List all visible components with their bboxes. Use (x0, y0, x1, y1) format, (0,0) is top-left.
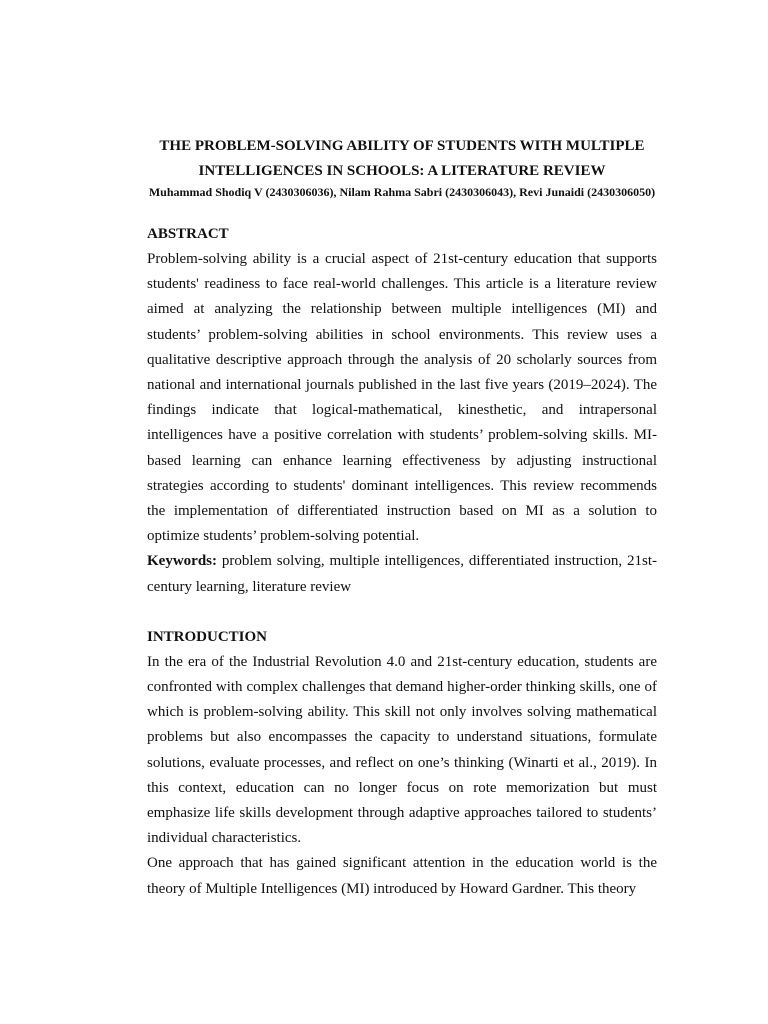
keywords-paragraph (147, 549, 657, 599)
keywords-label: Keywords: (147, 553, 217, 570)
paper-title (147, 134, 657, 184)
introduction-paragraph-2: One approach that has gained significant attention in the education world is the theory of Multiple Intelligences (MI) introduced by Howard Gardner. This theory (147, 855, 657, 897)
abstract-text: Problem-solving ability is a crucial aspect of 21st-century education that supports students' readiness to face real-world challenges. This article is a literature review aimed at analyzing the relationship between multiple intelligences (MI) and students’ problem-solving abilities in school environments. This review uses a qualitative descriptive approach through the analysis of 20 scholarly sources from national and international journals published in the last five years (2019–2024). The findings indicate that logical-mathematical, kinesthetic, and intrapersonal intelligences have a positive correlation with students’ problem-solving skills. MI-based learning can enhance learning effectiveness by adjusting instructional strategies according to students' dominant intelligences. This review recommends the implementation of differentiated instruction based on MI as a solution to optimize students’ problem-solving potential. (147, 251, 657, 545)
introduction-paragraph-1: In the era of the Industrial Revolution 4.0 and 21st-century education, students are confronted with complex challenges that demand higher-order thinking skills, one of which is problem-solving ability. This skill not only involves solving mathematical problems but also encompasses the capacity to understand situations, formulate solutions, evaluate processes, and reflect on one’s thinking (Winarti et al., 2019). In this context, education can no longer focus on rote memorization but must emphasize life skills development through adaptive approaches tailored to students’ individual characteristics. (147, 653, 657, 847)
abstract-heading: ABSTRACT (147, 226, 229, 242)
paper-page (147, 134, 657, 902)
introduction-heading: INTRODUCTION (147, 628, 268, 645)
title-line-2: INTELLIGENCES IN SCHOOLS: A LITERATURE REVIEW (198, 163, 606, 179)
keywords-text: problem solving, multiple intelligences, differentiated instruction, 21st-century learning, literature review (147, 553, 657, 595)
paper-authors: Muhammad Shodiq V (2430306036), Nilam Rahma Sabri (2430306043), Revi Junaidi (2430306050) (148, 185, 656, 199)
title-line-1: THE PROBLEM-SOLVING ABILITY OF STUDENTS WITH MULTIPLE (159, 138, 645, 154)
